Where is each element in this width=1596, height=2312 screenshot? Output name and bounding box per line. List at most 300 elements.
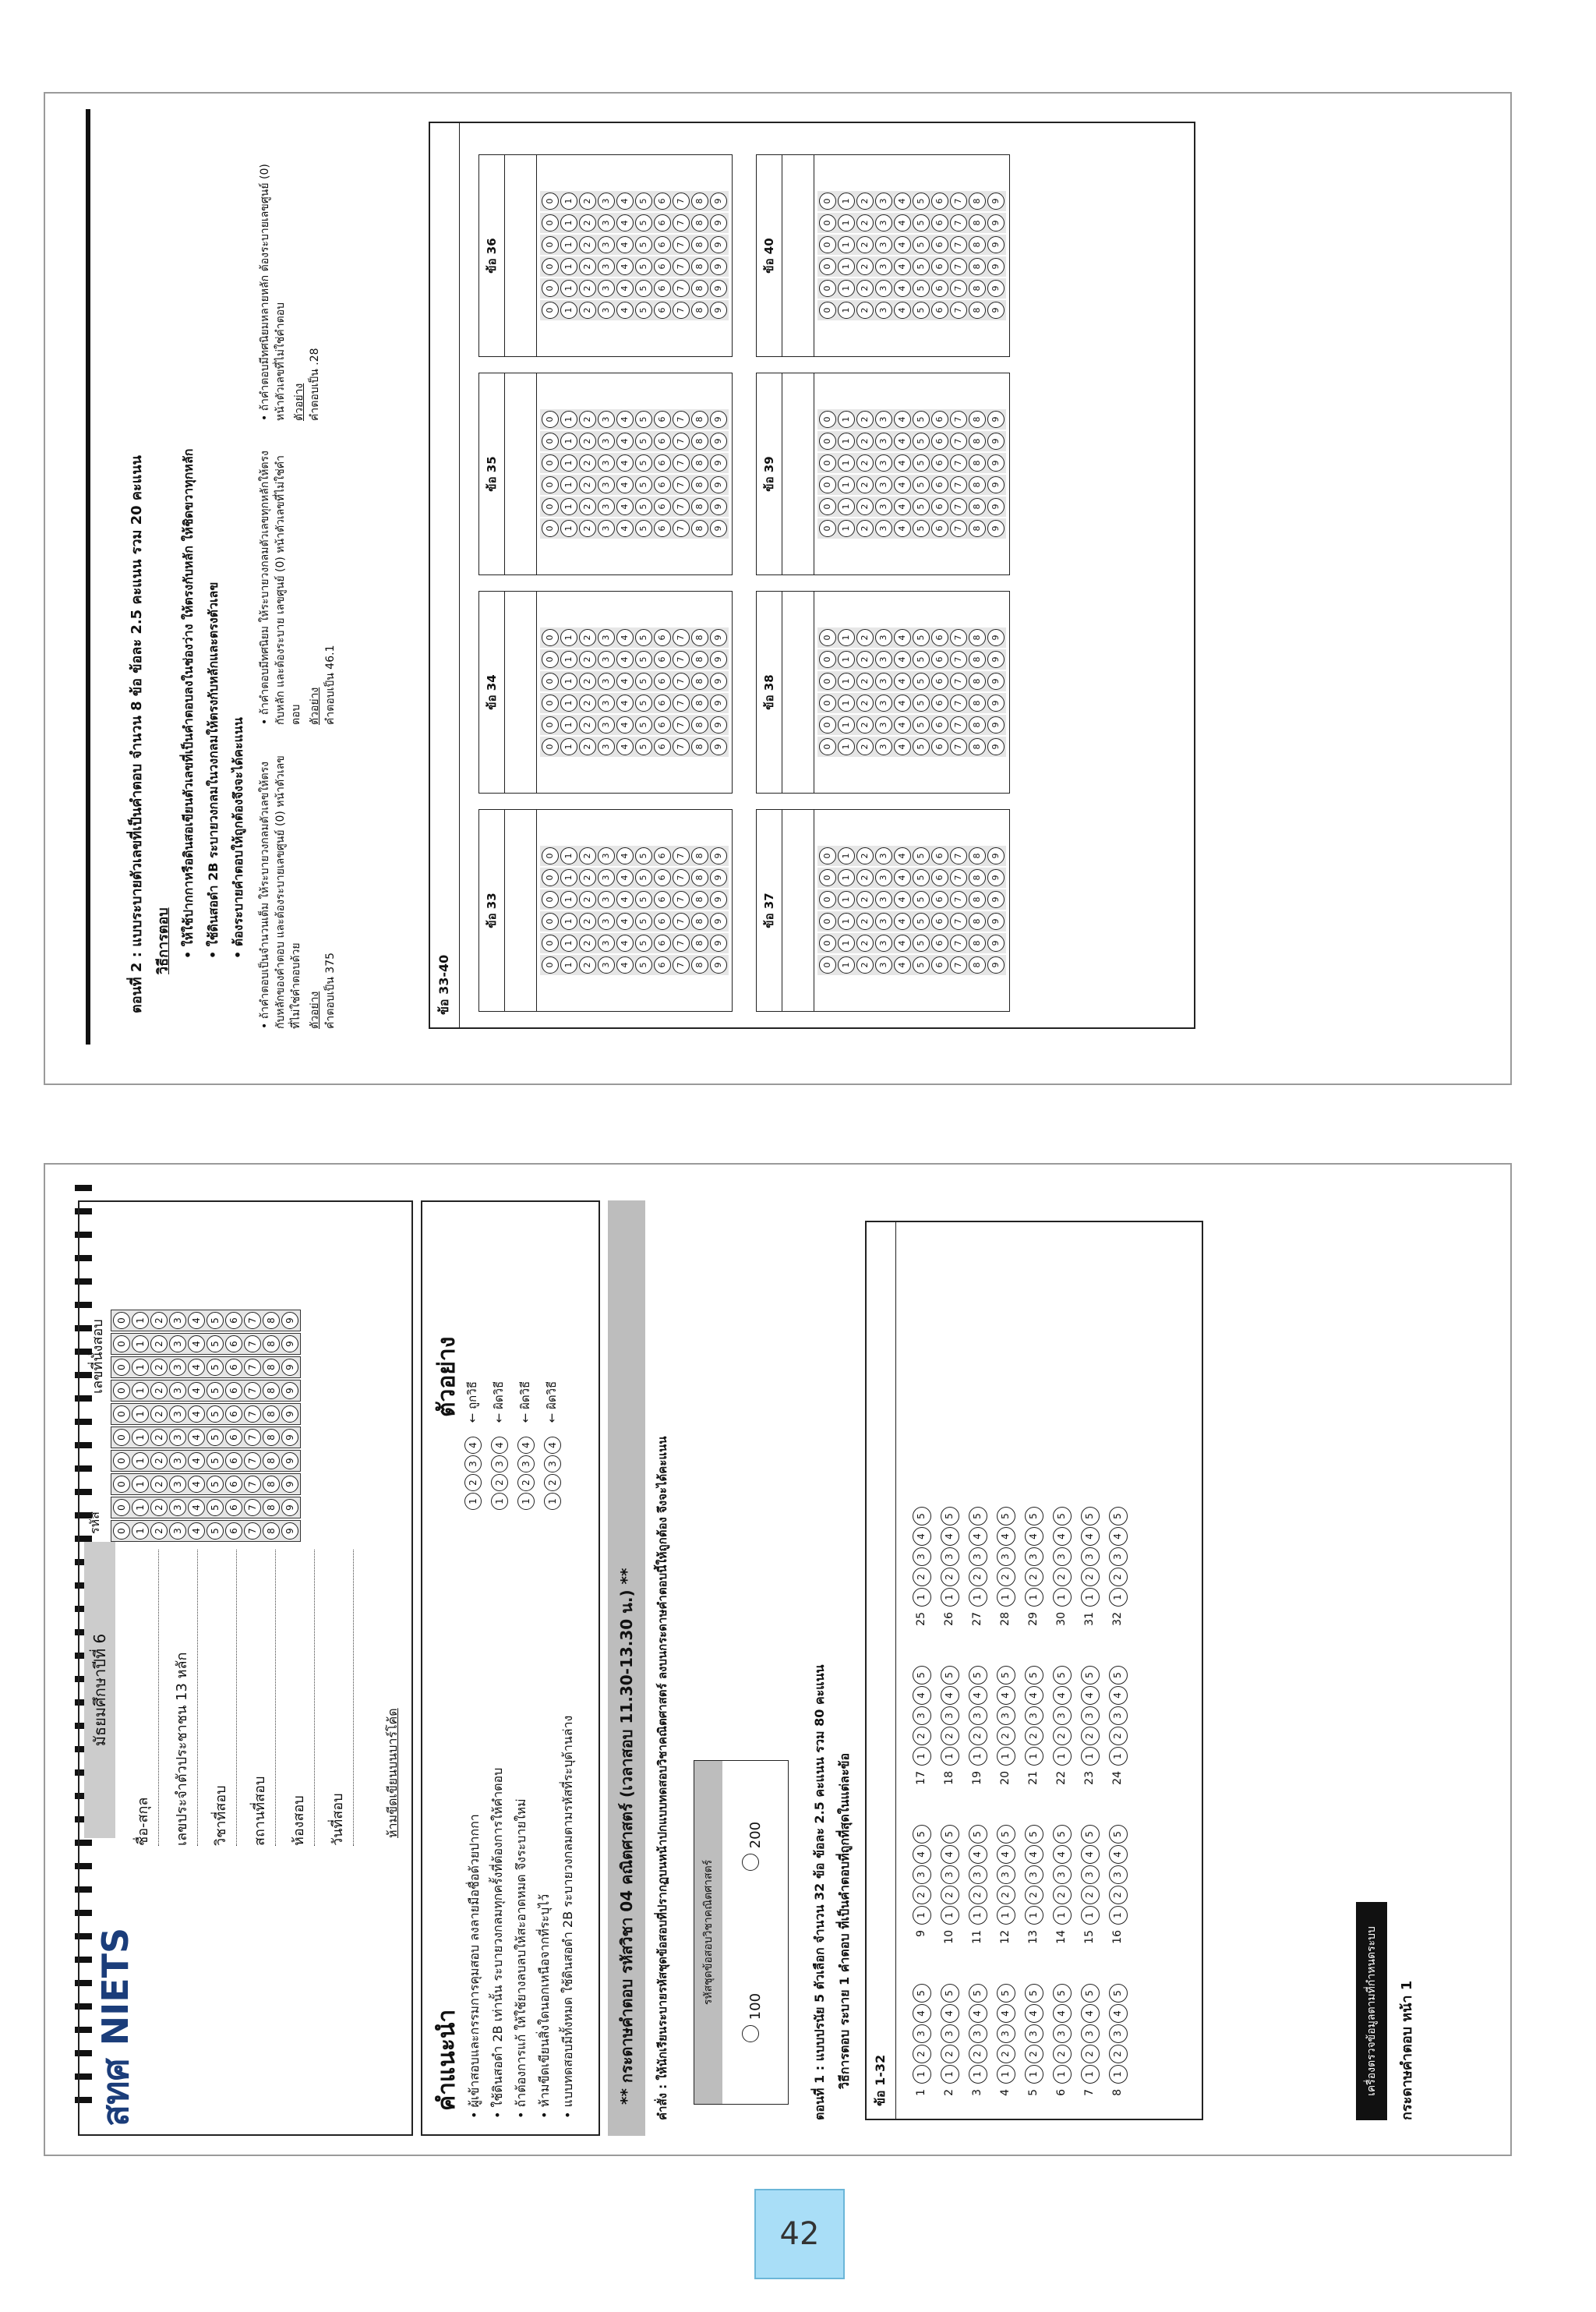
- digit-bubble[interactable]: 6: [931, 236, 948, 253]
- choice-bubble[interactable]: 2: [913, 1568, 931, 1586]
- digit-bubble[interactable]: 5: [635, 651, 652, 668]
- digit-bubble[interactable]: 5: [635, 913, 652, 930]
- digit-bubble[interactable]: 3: [875, 520, 892, 537]
- digit-bubble[interactable]: 1: [560, 520, 577, 537]
- digit-bubble[interactable]: 3: [169, 1499, 186, 1516]
- digit-bubble[interactable]: 5: [635, 935, 652, 952]
- digit-bubble[interactable]: 3: [875, 498, 892, 515]
- choice-bubble[interactable]: 3: [941, 2024, 959, 2043]
- digit-bubble[interactable]: 8: [263, 1452, 280, 1469]
- digit-bubble[interactable]: 9: [281, 1312, 298, 1329]
- digit-bubble[interactable]: 5: [913, 738, 930, 755]
- digit-bubble[interactable]: 8: [691, 935, 708, 952]
- digit-bubble[interactable]: 0: [819, 695, 836, 712]
- choice-bubble[interactable]: 2: [1109, 1727, 1128, 1745]
- choice-bubble[interactable]: 2: [941, 1886, 959, 1904]
- choice-bubble[interactable]: 5: [969, 1666, 987, 1685]
- digit-bubble[interactable]: 2: [856, 520, 874, 537]
- choice-bubble[interactable]: 2: [997, 2045, 1015, 2063]
- choice-bubble[interactable]: 2: [1053, 1568, 1072, 1586]
- choice-bubble[interactable]: 4: [1025, 1845, 1043, 1864]
- digit-bubble[interactable]: 4: [894, 498, 911, 515]
- digit-bubble[interactable]: 8: [969, 280, 986, 297]
- digit-bubble[interactable]: 5: [635, 716, 652, 734]
- choice-bubble[interactable]: 5: [997, 1666, 1015, 1685]
- digit-bubble[interactable]: 7: [950, 651, 967, 668]
- digit-bubble[interactable]: 8: [691, 695, 708, 712]
- digit-bubble[interactable]: 5: [635, 476, 652, 493]
- choice-bubble[interactable]: 2: [1109, 2045, 1128, 2063]
- digit-bubble[interactable]: 4: [188, 1335, 205, 1352]
- digit-bubble[interactable]: 2: [579, 258, 596, 275]
- choice-bubble[interactable]: 2: [1053, 2045, 1072, 2063]
- choice-bubble[interactable]: 1: [1109, 1906, 1128, 1925]
- choice-bubble[interactable]: 4: [1025, 2004, 1043, 2023]
- digit-bubble[interactable]: 4: [894, 913, 911, 930]
- choice-bubble[interactable]: 3: [1081, 1865, 1100, 1884]
- choice-bubble[interactable]: 1: [1109, 1747, 1128, 1766]
- digit-bubble[interactable]: 7: [673, 695, 690, 712]
- digit-bubble[interactable]: 7: [950, 302, 967, 319]
- digit-bubble[interactable]: 8: [691, 214, 708, 232]
- digit-bubble[interactable]: 6: [654, 236, 671, 253]
- choice-bubble[interactable]: 2: [997, 1727, 1015, 1745]
- digit-bubble[interactable]: 2: [579, 236, 596, 253]
- digit-bubble[interactable]: 1: [132, 1382, 149, 1399]
- digit-bubble[interactable]: 0: [542, 302, 559, 319]
- digit-bubble[interactable]: 1: [560, 258, 577, 275]
- choice-bubble[interactable]: 5: [1109, 1825, 1128, 1844]
- digit-bubble[interactable]: 2: [150, 1429, 168, 1446]
- digit-bubble[interactable]: 2: [150, 1452, 168, 1469]
- digit-bubble[interactable]: 6: [931, 193, 948, 210]
- digit-bubble[interactable]: 3: [598, 869, 615, 886]
- digit-bubble[interactable]: 0: [113, 1382, 130, 1399]
- digit-bubble[interactable]: 5: [913, 454, 930, 472]
- digit-bubble[interactable]: 9: [710, 738, 727, 755]
- digit-bubble[interactable]: 7: [673, 236, 690, 253]
- digit-bubble[interactable]: 4: [616, 302, 634, 319]
- choice-bubble[interactable]: 3: [969, 1547, 987, 1566]
- digit-bubble[interactable]: 6: [654, 651, 671, 668]
- digit-bubble[interactable]: 5: [913, 476, 930, 493]
- digit-bubble[interactable]: 0: [113, 1522, 130, 1540]
- choice-bubble[interactable]: 5: [969, 1825, 987, 1844]
- digit-bubble[interactable]: 9: [987, 476, 1005, 493]
- digit-bubble[interactable]: 1: [560, 935, 577, 952]
- digit-bubble[interactable]: 2: [579, 280, 596, 297]
- choice-bubble[interactable]: 5: [1081, 1984, 1100, 2003]
- digit-bubble[interactable]: 3: [598, 738, 615, 755]
- digit-bubble[interactable]: 6: [654, 214, 671, 232]
- choice-bubble[interactable]: 3: [1081, 2024, 1100, 2043]
- digit-bubble[interactable]: 4: [616, 869, 634, 886]
- choice-bubble[interactable]: 1: [913, 1747, 931, 1766]
- digit-bubble[interactable]: 8: [691, 673, 708, 690]
- choice-bubble[interactable]: 5: [1025, 1825, 1043, 1844]
- digit-bubble[interactable]: 0: [542, 236, 559, 253]
- digit-bubble[interactable]: 6: [931, 847, 948, 864]
- digit-bubble[interactable]: 1: [560, 891, 577, 908]
- digit-bubble[interactable]: 5: [635, 520, 652, 537]
- choice-bubble[interactable]: 4: [1053, 1527, 1072, 1546]
- digit-bubble[interactable]: 8: [969, 913, 986, 930]
- digit-bubble[interactable]: 7: [673, 847, 690, 864]
- digit-bubble[interactable]: 4: [894, 695, 911, 712]
- digit-bubble[interactable]: 4: [188, 1476, 205, 1493]
- choice-bubble[interactable]: 4: [1025, 1686, 1043, 1705]
- digit-bubble[interactable]: 0: [819, 847, 836, 864]
- digit-bubble[interactable]: 2: [579, 869, 596, 886]
- digit-bubble[interactable]: 4: [894, 935, 911, 952]
- digit-bubble[interactable]: 1: [560, 847, 577, 864]
- digit-bubble[interactable]: 4: [894, 236, 911, 253]
- digit-bubble[interactable]: 8: [263, 1429, 280, 1446]
- digit-bubble[interactable]: 6: [654, 302, 671, 319]
- digit-bubble[interactable]: 0: [819, 673, 836, 690]
- digit-bubble[interactable]: 1: [560, 716, 577, 734]
- digit-bubble[interactable]: 1: [560, 651, 577, 668]
- digit-bubble[interactable]: 4: [616, 716, 634, 734]
- digit-bubble[interactable]: 4: [894, 716, 911, 734]
- digit-bubble[interactable]: 9: [987, 411, 1005, 428]
- digit-bubble[interactable]: 2: [856, 738, 874, 755]
- digit-bubble[interactable]: 4: [894, 956, 911, 974]
- choice-bubble[interactable]: 5: [1025, 1984, 1043, 2003]
- digit-bubble[interactable]: 8: [969, 193, 986, 210]
- digit-bubble[interactable]: 7: [673, 891, 690, 908]
- choice-bubble[interactable]: 1: [969, 1747, 987, 1766]
- digit-bubble[interactable]: 3: [875, 935, 892, 952]
- digit-bubble[interactable]: 2: [856, 956, 874, 974]
- digit-bubble[interactable]: 7: [950, 411, 967, 428]
- digit-bubble[interactable]: 0: [819, 520, 836, 537]
- digit-bubble[interactable]: 1: [560, 214, 577, 232]
- digit-bubble[interactable]: 4: [616, 651, 634, 668]
- digit-bubble[interactable]: 0: [542, 651, 559, 668]
- choice-bubble[interactable]: 4: [997, 1686, 1015, 1705]
- choice-bubble[interactable]: 5: [913, 1984, 931, 2003]
- digit-bubble[interactable]: 7: [244, 1335, 261, 1352]
- digit-bubble[interactable]: 0: [819, 956, 836, 974]
- digit-bubble[interactable]: 3: [875, 651, 892, 668]
- digit-bubble[interactable]: 8: [691, 193, 708, 210]
- digit-bubble[interactable]: 2: [856, 433, 874, 450]
- digit-bubble[interactable]: 6: [225, 1382, 242, 1399]
- digit-bubble[interactable]: 8: [969, 956, 986, 974]
- digit-bubble[interactable]: 5: [913, 520, 930, 537]
- digit-bubble[interactable]: 1: [838, 673, 855, 690]
- choice-bubble[interactable]: 2: [969, 2045, 987, 2063]
- digit-bubble[interactable]: 2: [579, 935, 596, 952]
- digit-bubble[interactable]: 3: [875, 738, 892, 755]
- digit-bubble[interactable]: 1: [838, 651, 855, 668]
- digit-bubble[interactable]: 2: [579, 651, 596, 668]
- digit-bubble[interactable]: 5: [913, 673, 930, 690]
- digit-bubble[interactable]: 4: [616, 258, 634, 275]
- digit-bubble[interactable]: 9: [710, 695, 727, 712]
- digit-bubble[interactable]: 5: [635, 433, 652, 450]
- choice-bubble[interactable]: 2: [913, 1727, 931, 1745]
- digit-bubble[interactable]: 6: [225, 1452, 242, 1469]
- digit-bubble[interactable]: 6: [225, 1499, 242, 1516]
- digit-bubble[interactable]: 2: [579, 891, 596, 908]
- digit-bubble[interactable]: 9: [987, 935, 1005, 952]
- digit-bubble[interactable]: 4: [616, 498, 634, 515]
- digit-bubble[interactable]: 2: [856, 302, 874, 319]
- choice-bubble[interactable]: 1: [997, 1747, 1015, 1766]
- choice-bubble[interactable]: 4: [997, 1527, 1015, 1546]
- digit-bubble[interactable]: 7: [673, 302, 690, 319]
- choice-bubble[interactable]: 1: [941, 1747, 959, 1766]
- digit-bubble[interactable]: 3: [875, 302, 892, 319]
- digit-bubble[interactable]: 4: [188, 1312, 205, 1329]
- digit-bubble[interactable]: 7: [673, 280, 690, 297]
- choice-bubble[interactable]: 3: [1109, 1547, 1128, 1566]
- digit-bubble[interactable]: 8: [969, 302, 986, 319]
- choice-bubble[interactable]: 3: [1025, 2024, 1043, 2043]
- digit-bubble[interactable]: 1: [838, 935, 855, 952]
- digit-bubble[interactable]: 8: [691, 302, 708, 319]
- digit-bubble[interactable]: 1: [838, 847, 855, 864]
- digit-bubble[interactable]: 4: [616, 193, 634, 210]
- digit-bubble[interactable]: 8: [969, 454, 986, 472]
- digit-bubble[interactable]: 3: [169, 1522, 186, 1540]
- digit-bubble[interactable]: 6: [654, 454, 671, 472]
- digit-bubble[interactable]: 4: [188, 1522, 205, 1540]
- digit-bubble[interactable]: 5: [207, 1335, 224, 1352]
- digit-bubble[interactable]: 4: [616, 913, 634, 930]
- digit-bubble[interactable]: 7: [950, 847, 967, 864]
- digit-bubble[interactable]: 7: [673, 673, 690, 690]
- choice-bubble[interactable]: 1: [1081, 1588, 1100, 1607]
- digit-bubble[interactable]: 1: [132, 1312, 149, 1329]
- choice-bubble[interactable]: 1: [941, 1906, 959, 1925]
- digit-bubble[interactable]: 3: [875, 280, 892, 297]
- choice-bubble[interactable]: 4: [969, 1527, 987, 1546]
- digit-bubble[interactable]: 9: [987, 651, 1005, 668]
- digit-bubble[interactable]: 9: [710, 956, 727, 974]
- digit-bubble[interactable]: 4: [188, 1499, 205, 1516]
- digit-bubble[interactable]: 6: [654, 520, 671, 537]
- digit-bubble[interactable]: 3: [875, 258, 892, 275]
- digit-bubble[interactable]: 1: [132, 1429, 149, 1446]
- digit-bubble[interactable]: 6: [931, 280, 948, 297]
- digit-bubble[interactable]: 9: [710, 280, 727, 297]
- digit-bubble[interactable]: 8: [969, 498, 986, 515]
- digit-bubble[interactable]: 4: [894, 214, 911, 232]
- digit-bubble[interactable]: 2: [856, 411, 874, 428]
- digit-bubble[interactable]: 1: [560, 738, 577, 755]
- digit-bubble[interactable]: 0: [819, 913, 836, 930]
- choice-bubble[interactable]: 4: [941, 1845, 959, 1864]
- digit-bubble[interactable]: 9: [987, 847, 1005, 864]
- digit-bubble[interactable]: 6: [931, 673, 948, 690]
- digit-bubble[interactable]: 0: [542, 476, 559, 493]
- digit-bubble[interactable]: 0: [542, 214, 559, 232]
- digit-bubble[interactable]: 2: [579, 498, 596, 515]
- digit-bubble[interactable]: 7: [950, 673, 967, 690]
- digit-bubble[interactable]: 7: [950, 956, 967, 974]
- digit-bubble[interactable]: 9: [710, 454, 727, 472]
- digit-bubble[interactable]: 2: [579, 193, 596, 210]
- digit-bubble[interactable]: 0: [819, 236, 836, 253]
- digit-bubble[interactable]: 4: [616, 956, 634, 974]
- digit-bubble[interactable]: 5: [913, 193, 930, 210]
- digit-bubble[interactable]: 0: [113, 1335, 130, 1352]
- digit-bubble[interactable]: 9: [710, 913, 727, 930]
- choice-bubble[interactable]: 2: [1053, 1727, 1072, 1745]
- digit-bubble[interactable]: 9: [281, 1359, 298, 1376]
- choice-bubble[interactable]: 3: [1025, 1706, 1043, 1725]
- digit-bubble[interactable]: 0: [819, 629, 836, 646]
- digit-bubble[interactable]: 8: [691, 956, 708, 974]
- digit-bubble[interactable]: 3: [598, 302, 615, 319]
- choice-bubble[interactable]: 5: [997, 1825, 1015, 1844]
- digit-bubble[interactable]: 0: [113, 1429, 130, 1446]
- digit-bubble[interactable]: 3: [598, 258, 615, 275]
- digit-bubble[interactable]: 8: [969, 629, 986, 646]
- choice-bubble[interactable]: 3: [1109, 2024, 1128, 2043]
- digit-bubble[interactable]: 9: [987, 629, 1005, 646]
- digit-bubble[interactable]: 3: [598, 476, 615, 493]
- digit-bubble[interactable]: 1: [132, 1405, 149, 1423]
- digit-bubble[interactable]: 7: [950, 716, 967, 734]
- choice-bubble[interactable]: 2: [1109, 1568, 1128, 1586]
- digit-bubble[interactable]: 6: [225, 1405, 242, 1423]
- digit-bubble[interactable]: 6: [931, 738, 948, 755]
- digit-bubble[interactable]: 5: [913, 956, 930, 974]
- digit-bubble[interactable]: 4: [894, 738, 911, 755]
- choice-bubble[interactable]: 3: [997, 1865, 1015, 1884]
- digit-bubble[interactable]: 5: [635, 258, 652, 275]
- digit-bubble[interactable]: 2: [856, 454, 874, 472]
- digit-bubble[interactable]: 5: [635, 891, 652, 908]
- digit-bubble[interactable]: 5: [207, 1405, 224, 1423]
- digit-bubble[interactable]: 9: [987, 673, 1005, 690]
- choice-bubble[interactable]: 4: [1109, 1686, 1128, 1705]
- digit-bubble[interactable]: 0: [542, 673, 559, 690]
- digit-bubble[interactable]: 6: [654, 498, 671, 515]
- choice-bubble[interactable]: 1: [1081, 1906, 1100, 1925]
- digit-bubble[interactable]: 6: [931, 935, 948, 952]
- digit-bubble[interactable]: 3: [875, 673, 892, 690]
- digit-bubble[interactable]: 5: [635, 738, 652, 755]
- digit-bubble[interactable]: 1: [838, 891, 855, 908]
- choice-bubble[interactable]: 3: [1053, 1865, 1072, 1884]
- digit-bubble[interactable]: 5: [913, 891, 930, 908]
- digit-bubble[interactable]: 1: [838, 913, 855, 930]
- digit-bubble[interactable]: 6: [931, 302, 948, 319]
- digit-bubble[interactable]: 8: [969, 695, 986, 712]
- digit-bubble[interactable]: 7: [673, 193, 690, 210]
- digit-bubble[interactable]: 2: [579, 302, 596, 319]
- digit-bubble[interactable]: 7: [673, 498, 690, 515]
- digit-bubble[interactable]: 5: [635, 214, 652, 232]
- choice-bubble[interactable]: 4: [913, 1527, 931, 1546]
- digit-bubble[interactable]: 4: [616, 236, 634, 253]
- digit-bubble[interactable]: 0: [542, 716, 559, 734]
- digit-bubble[interactable]: 0: [113, 1476, 130, 1493]
- digit-bubble[interactable]: 5: [635, 193, 652, 210]
- digit-bubble[interactable]: 7: [244, 1452, 261, 1469]
- digit-bubble[interactable]: 6: [931, 913, 948, 930]
- digit-bubble[interactable]: 9: [281, 1476, 298, 1493]
- digit-bubble[interactable]: 3: [598, 891, 615, 908]
- choice-bubble[interactable]: 4: [1081, 2004, 1100, 2023]
- digit-bubble[interactable]: 8: [263, 1359, 280, 1376]
- digit-bubble[interactable]: 7: [244, 1312, 261, 1329]
- digit-bubble[interactable]: 7: [673, 913, 690, 930]
- write-in-row[interactable]: [782, 155, 814, 356]
- digit-bubble[interactable]: 2: [150, 1522, 168, 1540]
- digit-bubble[interactable]: 8: [691, 433, 708, 450]
- choice-bubble[interactable]: 4: [969, 1686, 987, 1705]
- digit-bubble[interactable]: 2: [579, 411, 596, 428]
- digit-bubble[interactable]: 4: [188, 1359, 205, 1376]
- digit-bubble[interactable]: 2: [856, 629, 874, 646]
- digit-bubble[interactable]: 6: [931, 716, 948, 734]
- digit-bubble[interactable]: 1: [560, 236, 577, 253]
- digit-bubble[interactable]: 2: [856, 847, 874, 864]
- digit-bubble[interactable]: 2: [150, 1499, 168, 1516]
- digit-bubble[interactable]: 3: [598, 193, 615, 210]
- digit-bubble[interactable]: 6: [654, 716, 671, 734]
- digit-bubble[interactable]: 2: [150, 1335, 168, 1352]
- digit-bubble[interactable]: 4: [616, 673, 634, 690]
- choice-bubble[interactable]: 4: [997, 2004, 1015, 2023]
- digit-bubble[interactable]: 5: [635, 956, 652, 974]
- digit-bubble[interactable]: 7: [673, 454, 690, 472]
- choice-bubble[interactable]: 5: [1109, 1984, 1128, 2003]
- digit-bubble[interactable]: 5: [913, 258, 930, 275]
- digit-bubble[interactable]: 3: [875, 869, 892, 886]
- choice-bubble[interactable]: 5: [1081, 1825, 1100, 1844]
- digit-bubble[interactable]: 8: [263, 1405, 280, 1423]
- choice-bubble[interactable]: 3: [913, 1547, 931, 1566]
- digit-bubble[interactable]: 5: [207, 1499, 224, 1516]
- digit-bubble[interactable]: 8: [691, 891, 708, 908]
- choice-bubble[interactable]: 5: [941, 1825, 959, 1844]
- part2-answer-grids[interactable]: [460, 123, 1029, 1027]
- digit-bubble[interactable]: 7: [673, 869, 690, 886]
- digit-bubble[interactable]: 1: [132, 1499, 149, 1516]
- digit-bubble[interactable]: 7: [673, 258, 690, 275]
- digit-bubble[interactable]: 0: [542, 498, 559, 515]
- digit-bubble[interactable]: 7: [244, 1476, 261, 1493]
- digit-bubble[interactable]: 8: [691, 716, 708, 734]
- choice-bubble[interactable]: 2: [1081, 1568, 1100, 1586]
- digit-bubble[interactable]: 8: [969, 258, 986, 275]
- digit-bubble[interactable]: 1: [132, 1522, 149, 1540]
- digit-bubble[interactable]: 8: [969, 214, 986, 232]
- choice-bubble[interactable]: 5: [1053, 1507, 1072, 1525]
- digit-bubble[interactable]: 4: [616, 280, 634, 297]
- digit-bubble[interactable]: 8: [691, 520, 708, 537]
- choice-bubble[interactable]: 1: [1053, 1747, 1072, 1766]
- digit-bubble[interactable]: 3: [875, 956, 892, 974]
- digit-bubble[interactable]: 0: [819, 651, 836, 668]
- set-code-100[interactable]: [741, 1993, 764, 2043]
- digit-bubble[interactable]: 4: [894, 433, 911, 450]
- digit-bubble[interactable]: 6: [654, 280, 671, 297]
- digit-bubble[interactable]: 5: [635, 454, 652, 472]
- digit-bubble[interactable]: 2: [150, 1476, 168, 1493]
- digit-bubble[interactable]: 3: [598, 847, 615, 864]
- digit-bubble[interactable]: 2: [856, 280, 874, 297]
- digit-bubble[interactable]: 2: [579, 673, 596, 690]
- choice-bubble[interactable]: 1: [1053, 1906, 1072, 1925]
